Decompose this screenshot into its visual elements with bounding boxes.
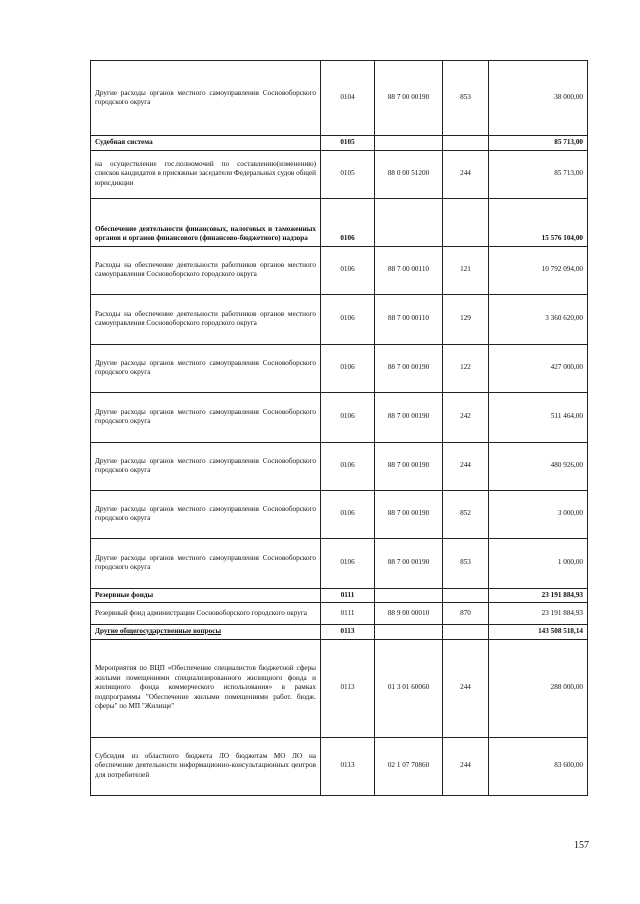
row-section: 0111 — [321, 588, 375, 603]
row-amount: 143 508 518,14 — [489, 625, 588, 640]
budget-table — [90, 60, 588, 796]
table-row — [91, 588, 588, 603]
row-target-code — [375, 198, 443, 246]
row-target-code: 88 0 00 51200 — [375, 150, 443, 198]
row-section: 0105 — [321, 136, 375, 151]
page-number: 157 — [574, 840, 589, 851]
row-name: Расходы на обеспечение деятельности работников органов местного самоуправления Сосновоборского городского округа — [91, 246, 321, 294]
row-section: 0111 — [321, 603, 375, 625]
row-expense-type: 870 — [443, 603, 489, 625]
row-amount: 511 464,00 — [489, 392, 588, 442]
row-expense-type: 129 — [443, 294, 489, 344]
row-amount: 1 000,00 — [489, 538, 588, 588]
row-expense-type: 853 — [443, 538, 489, 588]
row-section: 0106 — [321, 538, 375, 588]
table-row — [91, 603, 588, 625]
row-target-code: 88 7 00 00190 — [375, 538, 443, 588]
row-amount: 38 000,00 — [489, 61, 588, 136]
table-row — [91, 625, 588, 640]
row-target-code: 88 7 00 00190 — [375, 392, 443, 442]
row-section: 0106 — [321, 442, 375, 490]
row-amount: 23 191 884,93 — [489, 588, 588, 603]
table-row — [91, 344, 588, 392]
table-row — [91, 639, 588, 737]
row-section: 0113 — [321, 639, 375, 737]
row-name — [91, 625, 321, 640]
row-expense-type: 242 — [443, 392, 489, 442]
row-amount: 23 191 884,93 — [489, 603, 588, 625]
row-expense-type: 852 — [443, 490, 489, 538]
row-amount: 427 000,00 — [489, 344, 588, 392]
row-amount: 3 000,00 — [489, 490, 588, 538]
row-expense-type: 244 — [443, 150, 489, 198]
row-name: на осуществление гос.полномочий по составлению(изменению) списков кандидатов в присяжные заседатели Федеральных судов общей юрисдикции — [91, 150, 321, 198]
row-expense-type: 244 — [443, 639, 489, 737]
row-section: 0106 — [321, 294, 375, 344]
row-section: 0106 — [321, 198, 375, 246]
row-name: Обеспечение деятельности финансовых, налоговых и таможенных органов и органов финансового (финансово-бюджетного) надзора — [91, 198, 321, 246]
table-row — [91, 490, 588, 538]
row-target-code — [375, 136, 443, 151]
row-section: 0106 — [321, 392, 375, 442]
row-name: Другие расходы органов местного самоуправления Сосновоборского городского округа — [91, 61, 321, 136]
row-target-code: 88 9 00 00010 — [375, 603, 443, 625]
row-name: Другие расходы органов местного самоуправления Сосновоборского городского округа — [91, 392, 321, 442]
row-name: Другие расходы органов местного самоуправления Сосновоборского городского округа — [91, 344, 321, 392]
row-expense-type — [443, 198, 489, 246]
row-target-code — [375, 588, 443, 603]
row-amount: 10 792 094,00 — [489, 246, 588, 294]
row-target-code: 88 7 00 00190 — [375, 61, 443, 136]
row-amount: 85 713,00 — [489, 136, 588, 151]
row-name-text: Другие общегосударственные вопросы — [95, 627, 222, 635]
table-row — [91, 136, 588, 151]
table-row — [91, 246, 588, 294]
table-row — [91, 442, 588, 490]
row-amount: 3 360 620,00 — [489, 294, 588, 344]
row-section: 0106 — [321, 246, 375, 294]
row-name: Субсидия из областного бюджета ЛО бюджетам МО ЛО на обеспечение деятельности информационно-консультационных центров для потребителей — [91, 737, 321, 795]
row-target-code: 02 1 07 70860 — [375, 737, 443, 795]
row-target-code: 88 7 00 00190 — [375, 442, 443, 490]
row-expense-type: 122 — [443, 344, 489, 392]
row-name: Другие расходы органов местного самоуправления Сосновоборского городского округа — [91, 442, 321, 490]
row-expense-type — [443, 588, 489, 603]
table-row — [91, 150, 588, 198]
table-row — [91, 538, 588, 588]
table-row — [91, 392, 588, 442]
row-section: 0113 — [321, 737, 375, 795]
row-target-code: 88 7 00 00190 — [375, 490, 443, 538]
row-section: 0106 — [321, 490, 375, 538]
row-section: 0105 — [321, 150, 375, 198]
row-amount: 15 576 104,00 — [489, 198, 588, 246]
row-name: Другие расходы органов местного самоуправления Сосновоборского городского округа — [91, 538, 321, 588]
row-name: Расходы на обеспечение деятельности работников органов местного самоуправления Сосновоборского городского округа — [91, 294, 321, 344]
table-row — [91, 198, 588, 246]
table-row — [91, 61, 588, 136]
table-row — [91, 294, 588, 344]
row-amount: 480 926,00 — [489, 442, 588, 490]
row-name: Резервный фонд администрации Сосновоборского городского округа — [91, 603, 321, 625]
row-target-code: 88 7 00 00190 — [375, 344, 443, 392]
row-expense-type: 853 — [443, 61, 489, 136]
row-amount: 85 713,00 — [489, 150, 588, 198]
row-amount: 288 000,00 — [489, 639, 588, 737]
row-name: Мероприятия по ВЦП «Обеспечение специалистов бюджетной сферы жилыми помещениями специализированного жилищного фонда и жилищного фонда коммерческого использования» в рамках подпрограммы "Обеспечение жилыми помещениями работ. бюдж. сферы" по МП "Жилище" — [91, 639, 321, 737]
row-name: Резервные фонды — [91, 588, 321, 603]
row-target-code: 01 3 01 60060 — [375, 639, 443, 737]
row-amount: 83 600,00 — [489, 737, 588, 795]
row-section: 0104 — [321, 61, 375, 136]
row-expense-type — [443, 136, 489, 151]
row-expense-type: 244 — [443, 442, 489, 490]
row-expense-type: 244 — [443, 737, 489, 795]
table-row — [91, 737, 588, 795]
row-target-code: 88 7 00 00110 — [375, 294, 443, 344]
row-section: 0113 — [321, 625, 375, 640]
row-name: Судебная система — [91, 136, 321, 151]
row-section: 0106 — [321, 344, 375, 392]
row-name: Другие расходы органов местного самоуправления Сосновоборского городского округа — [91, 490, 321, 538]
row-target-code — [375, 625, 443, 640]
row-expense-type: 121 — [443, 246, 489, 294]
row-target-code: 88 7 00 00110 — [375, 246, 443, 294]
row-expense-type — [443, 625, 489, 640]
